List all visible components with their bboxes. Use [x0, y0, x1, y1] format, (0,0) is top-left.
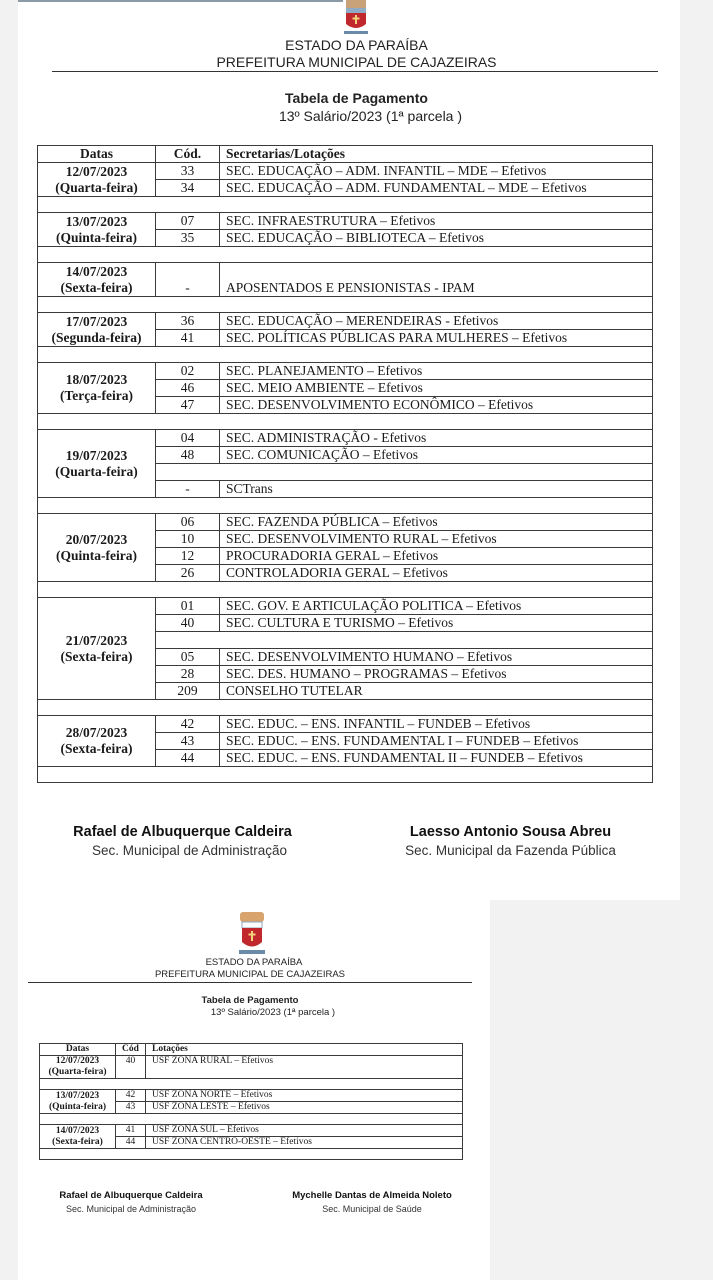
header-city-hall: PREFEITURA MUNICIPAL DE CAJAZEIRAS: [216, 54, 497, 70]
department-cell: SEC. CULTURA E TURISMO – Efetivos: [220, 615, 653, 632]
code-cell: 10: [156, 531, 220, 548]
department-cell: CONSELHO TUTELAR: [220, 683, 653, 700]
signature-block-left: [36, 1190, 226, 1214]
department-cell: SEC. DESENVOLVIMENTO ECONÔMICO – Efetivos: [220, 397, 653, 414]
department-cell: USF ZONA SUL – Efetivos: [146, 1125, 463, 1137]
table-row: [38, 363, 653, 380]
column-header: Cód: [116, 1044, 146, 1056]
payment-weekday: (Quarta-feira): [48, 1067, 107, 1077]
code-cell: 35: [156, 230, 220, 247]
payment-date-cell: [38, 163, 156, 197]
payment-weekday: (Sexta-feira): [52, 1136, 103, 1147]
department-cell: SEC. EDUCAÇÃO – BIBLIOTECA – Efetivos: [220, 230, 653, 247]
department-cell: SEC. DES. HUMANO – PROGRAMAS – Efetivos: [220, 666, 653, 683]
code-cell: 40: [116, 1056, 146, 1079]
separator-row: [38, 247, 653, 263]
document-subtitle: 13º Salário/2023 (1ª parcela ): [278, 108, 463, 124]
payment-date: 19/07/2023: [65, 447, 128, 463]
table-row: [38, 430, 653, 447]
payment-weekday: (Segunda-feira): [51, 329, 142, 345]
column-header: Datas: [38, 146, 156, 163]
code-cell: 41: [116, 1125, 146, 1137]
separator-row: [38, 297, 653, 313]
payment-date-cell: [38, 598, 156, 700]
signatory-role: Sec. Municipal de Administração: [91, 843, 288, 858]
payment-date: 14/07/2023: [55, 1125, 100, 1136]
separator-cell: [38, 197, 653, 213]
separator-cell: [38, 347, 653, 363]
signatory-name: Laesso Antonio Sousa Abreu: [409, 824, 612, 840]
department-cell: SEC. ADMINISTRAÇÃO - Efetivos: [220, 430, 653, 447]
payment-date-cell: [38, 263, 156, 297]
separator-row: [38, 767, 653, 783]
separator-row: [38, 197, 653, 213]
payment-date-cell: [40, 1056, 116, 1079]
header-divider: [28, 982, 472, 983]
payment-date: 13/07/2023: [55, 1090, 100, 1101]
separator-row: [38, 414, 653, 430]
code-cell: 05: [156, 649, 220, 666]
separator-row: [40, 1149, 463, 1160]
code-cell: 01: [156, 598, 220, 615]
code-cell: 26: [156, 565, 220, 582]
payment-date-cell: [38, 313, 156, 347]
code-cell: 34: [156, 180, 220, 197]
column-header: Lotações: [146, 1044, 463, 1056]
payment-weekday: (Sexta-feira): [60, 648, 133, 664]
document-title: Tabela de Pagamento: [201, 995, 299, 1006]
code-cell: 06: [156, 514, 220, 531]
department-cell: SEC. EDUCAÇÃO – ADM. INFANTIL – MDE – Efetivos: [220, 163, 653, 180]
code-cell: 44: [156, 750, 220, 767]
payment-date: 21/07/2023: [65, 632, 128, 648]
code-cell: 42: [116, 1090, 146, 1102]
department-cell: CONTROLADORIA GERAL – Efetivos: [220, 565, 653, 582]
separator-cell: [38, 767, 653, 783]
coat-of-arms-icon: [236, 912, 268, 956]
department-cell: PROCURADORIA GERAL – Efetivos: [220, 548, 653, 565]
department-cell: USF ZONA LESTE – Efetivos: [146, 1102, 463, 1114]
separator-row: [38, 582, 653, 598]
separator-row: [38, 700, 653, 716]
table-row: [38, 313, 653, 330]
payment-weekday: (Quarta-feira): [55, 463, 138, 479]
code-cell: 40: [156, 615, 220, 632]
code-cell: 48: [156, 447, 220, 464]
signatory-role: Sec. Municipal da Fazenda Pública: [405, 843, 616, 858]
code-cell: -: [156, 263, 220, 297]
payment-date: 12/07/2023: [55, 1056, 100, 1066]
code-cell: 43: [156, 733, 220, 750]
column-header: Datas: [40, 1044, 116, 1056]
payment-date-cell: [38, 514, 156, 582]
payment-weekday: (Quinta-feira): [56, 547, 137, 563]
department-cell: USF ZONA RURAL – Efetivos: [146, 1056, 463, 1079]
separator-cell: [38, 498, 653, 514]
table-row: [38, 163, 653, 180]
separator-row: [38, 498, 653, 514]
signatory-role: Sec. Municipal de Saúde: [322, 1204, 422, 1214]
separator-cell: [38, 582, 653, 598]
empty-cell: [156, 632, 653, 649]
department-cell: SEC. DESENVOLVIMENTO RURAL – Efetivos: [220, 531, 653, 548]
department-cell: SEC. INFRAESTRUTURA – Efetivos: [220, 213, 653, 230]
payment-date-cell: [38, 213, 156, 247]
payment-schedule-table: [37, 145, 653, 783]
separator-row: [40, 1079, 463, 1090]
payment-weekday: (Quinta-feira): [49, 1101, 106, 1112]
signature-block-left: [40, 824, 325, 858]
code-cell: 41: [156, 330, 220, 347]
table-header-row: [40, 1044, 463, 1056]
department-cell: USF ZONA CENTRO-OESTE – Efetivos: [146, 1137, 463, 1149]
payment-date: 17/07/2023: [65, 313, 128, 329]
code-cell: 04: [156, 430, 220, 447]
header-divider: [52, 71, 658, 72]
separator-cell: [38, 297, 653, 313]
code-cell: 46: [156, 380, 220, 397]
separator-cell: [40, 1079, 463, 1090]
signature-block-right: [272, 1190, 472, 1214]
payment-date-cell: [38, 363, 156, 414]
department-cell: SEC. DESENVOLVIMENTO HUMANO – Efetivos: [220, 649, 653, 666]
code-cell: 07: [156, 213, 220, 230]
table-row: [38, 213, 653, 230]
code-cell: -: [156, 481, 220, 498]
payment-date: 13/07/2023: [65, 213, 128, 229]
payment-date: 12/07/2023: [65, 163, 128, 179]
table-row: [40, 1056, 463, 1079]
payment-date: 18/07/2023: [65, 372, 128, 387]
department-cell: USF ZONA NORTE – Efetivos: [146, 1090, 463, 1102]
table-row: [38, 514, 653, 531]
code-cell: 43: [116, 1102, 146, 1114]
department-cell: SEC. EDUC. – ENS. FUNDAMENTAL I – FUNDEB – Efetivos: [220, 733, 653, 750]
code-cell: 12: [156, 548, 220, 565]
separator-cell: [40, 1114, 463, 1125]
department-cell: SEC. COMUNICAÇÃO – Efetivos: [220, 447, 653, 464]
payment-schedule-table: [39, 1043, 463, 1160]
document-subtitle: 13º Salário/2023 (1ª parcela ): [210, 1007, 336, 1018]
department-cell: SEC. EDUC. – ENS. INFANTIL – FUNDEB – Efetivos: [220, 716, 653, 733]
code-cell: 28: [156, 666, 220, 683]
table-header-row: [38, 146, 653, 163]
table-row: [40, 1125, 463, 1137]
department-cell: SEC. GOV. E ARTICULAÇÃO POLITICA – Efetivos: [220, 598, 653, 615]
header-city-hall: PREFEITURA MUNICIPAL DE CAJAZEIRAS: [154, 969, 346, 980]
department-cell: SEC. MEIO AMBIENTE – Efetivos: [220, 380, 653, 397]
department-cell: SCTrans: [220, 481, 653, 498]
column-header: Cód.: [156, 146, 220, 163]
signatory-name: Mychelle Dantas de Almeida Noleto: [292, 1190, 452, 1201]
table-row: [38, 598, 653, 615]
separator-row: [40, 1114, 463, 1125]
payment-weekday: (Quarta-feira): [55, 179, 138, 195]
payment-date: 20/07/2023: [65, 531, 128, 547]
payment-weekday: (Quinta-feira): [56, 229, 137, 245]
table-row: [40, 1090, 463, 1102]
code-cell: 02: [156, 363, 220, 380]
payment-date-cell: [40, 1090, 116, 1114]
payment-date-cell: [38, 716, 156, 767]
department-cell: APOSENTADOS E PENSIONISTAS - IPAM: [220, 263, 653, 297]
payment-weekday: (Terça-feira): [60, 388, 133, 403]
payment-weekday: (Sexta-feira): [60, 279, 133, 295]
payment-date-cell: [38, 430, 156, 498]
department-cell: SEC. FAZENDA PÚBLICA – Efetivos: [220, 514, 653, 531]
separator-row: [38, 347, 653, 363]
table-row: [38, 263, 653, 297]
column-header: Secretarias/Lotações: [220, 146, 653, 163]
signatory-name: Rafael de Albuquerque Caldeira: [59, 1190, 203, 1201]
department-cell: SEC. POLÍTICAS PÚBLICAS PARA MULHERES – Efetivos: [220, 330, 653, 347]
code-cell: 209: [156, 683, 220, 700]
department-cell: SEC. EDUC. – ENS. FUNDAMENTAL II – FUNDEB – Efetivos: [220, 750, 653, 767]
payment-date: 28/07/2023: [65, 725, 128, 740]
coat-of-arms-icon: [340, 0, 372, 36]
separator-cell: [40, 1149, 463, 1160]
payment-date-cell: [40, 1125, 116, 1149]
signature-block-right: [368, 824, 653, 858]
department-cell: SEC. EDUCAÇÃO – ADM. FUNDAMENTAL – MDE – Efetivos: [220, 180, 653, 197]
table-row: [38, 716, 653, 733]
header-state: ESTADO DA PARAÍBA: [205, 957, 303, 968]
code-cell: 36: [156, 313, 220, 330]
signatory-name: Rafael de Albuquerque Caldeira: [73, 824, 292, 840]
code-cell: 44: [116, 1137, 146, 1149]
code-cell: 33: [156, 163, 220, 180]
department-cell: SEC. PLANEJAMENTO – Efetivos: [220, 363, 653, 380]
separator-cell: [38, 700, 653, 716]
code-cell: 47: [156, 397, 220, 414]
signatory-role: Sec. Municipal de Administração: [65, 1204, 197, 1214]
image-top-edge: [18, 0, 343, 2]
separator-cell: [38, 247, 653, 263]
payment-date: 14/07/2023: [65, 263, 128, 279]
separator-cell: [38, 414, 653, 430]
empty-cell: [156, 464, 653, 481]
header-state: ESTADO DA PARAÍBA: [285, 37, 428, 53]
document-title: Tabela de Pagamento: [285, 90, 428, 106]
payment-weekday: (Sexta-feira): [60, 741, 133, 756]
department-cell: SEC. EDUCAÇÃO – MERENDEIRAS - Efetivos: [220, 313, 653, 330]
code-cell: 42: [156, 716, 220, 733]
